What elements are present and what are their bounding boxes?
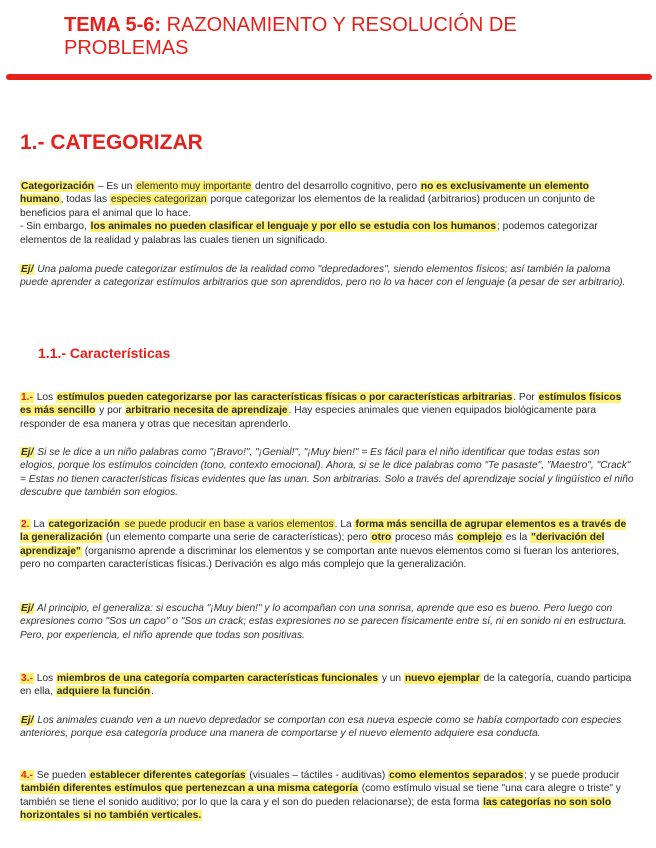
highlight: miembros de una categoría comparten características funcionales: [56, 673, 379, 684]
highlight: adquiere la función: [56, 686, 151, 698]
highlight: como elementos separados: [389, 770, 524, 781]
paragraph-point-3: [20, 672, 634, 699]
example-tag: Ej/: [21, 264, 34, 275]
text: (organismo aprende a discriminar los elementos y se comportan ante nuevos elementos como si fueran los anteriores, pero no comparten características físicas.) Derivación es algo más complejo que la generalización.: [20, 545, 620, 571]
text: . Por: [513, 392, 538, 403]
text: ; podemos categorizar elementos de la realidad y palabras las cuales tienen un significado.: [20, 221, 598, 246]
text: . La: [334, 519, 355, 530]
text: Los: [33, 392, 56, 403]
highlight: elemento muy importante: [136, 181, 252, 192]
subsection-heading: 1.1.- Características: [38, 345, 171, 361]
example-paragraph: [20, 446, 634, 500]
text: y por: [96, 405, 125, 417]
text: – Es un: [95, 181, 136, 192]
text: Al principio, el generaliza: si escucha "¡Muy bien!" y lo acompañan con una sonrisa, aprende que eso es bueno. Pero luego con expresiones como "Sos un capo" o "Sos un crack; estas expresiones no se parecen físicamente entre sí, ni en sonido ni en estructura. Pero, por experiencia, el niño aprende que todas son positivas.: [20, 603, 627, 641]
text: . Hay especies animales que vienen equipados biológicamente para responder de esa manera y otras que necesitan aprenderlo.: [20, 405, 597, 430]
text: (un elemento comparte una serie de características); pero: [103, 532, 371, 544]
text: y un: [379, 673, 404, 684]
highlight: los animales no pueden clasificar el lenguaje y por ello se estudia con los humanos: [90, 221, 497, 233]
highlight: no es exclusivamente un elemento humano: [20, 181, 589, 206]
highlight: forma más sencilla de agrupar elementos es a través de la generalización: [20, 519, 627, 544]
text: - Sin embargo,: [20, 221, 90, 233]
text: Los animales cuando ven a un nuevo depredador se comportan con esa nueva especie como se había comportado con especies anteriores, porque esa categoría produce una manera de comportarse y el nuevo elemento adquiere esa conducta.: [20, 715, 622, 740]
section-heading: 1.- CATEGORIZAR: [20, 131, 203, 154]
highlight: estímulos físicos es más sencillo: [20, 392, 622, 417]
paragraph-point-4: [20, 769, 634, 823]
text: .: [151, 686, 154, 698]
text: de la categoría, cuando participa en ella,: [20, 673, 632, 698]
example-paragraph: [20, 714, 634, 741]
text: (como estímulo visual se tiene "una cara alegre o triste" y también se tiene el sonido auditivo; por lo que la cara y el son do pueden relacionarse); de esta forma: [20, 783, 621, 808]
highlight: Categorización: [21, 181, 95, 192]
example-paragraph: [20, 263, 634, 290]
text: Si se le dice a un niño palabras como "¡Bravo!", "¡Genial!", "¡Muy bien!" = Es fácil para el niño identificar que todas estas son elogios, porque los estímulos coinciden (tono, contexto emocional). Ahora, si se le dice palabras como "Te pasaste", "Maestro", "Crack" = Estas no tienen características físicas evidentes que las unan. Son arbitrarias. Solo a través del aprendizaje social y lingüístico el niño descubre que también son elogios.: [20, 447, 634, 499]
paragraph-point-1: [20, 391, 634, 431]
highlight: también diferentes estímulos que pertenezcan a una misma categoría: [21, 783, 358, 795]
highlight: otro: [371, 532, 392, 544]
example-paragraph: [20, 602, 634, 642]
text: Una paloma puede categorizar estímulos de la realidad como "depredadores", siendo elementos físicos; así también la paloma puede aprender a categorizar estímulos arbitrarios que son aprendidos, pero no lo va hacer con el lenguaje (a pesar de ser arbitrario).: [20, 264, 626, 289]
text: ; y se puede producir: [524, 770, 620, 781]
highlight: "derivación del aprendizaje": [20, 532, 605, 557]
point-number: 4.-: [21, 770, 33, 781]
text: La: [30, 519, 48, 530]
highlight: complejo: [457, 532, 502, 544]
highlight: estímulos pueden categorizarse por las características físicas o por características arbitrarias: [56, 392, 513, 403]
title-divider: [6, 74, 652, 80]
text: porque categorizar los elementos de la realidad (arbitrarios) producen un conjunto de beneficios para el animal que lo hace.: [20, 194, 595, 219]
text: (visuales – táctiles - auditivas): [246, 770, 389, 781]
example-tag: Ej/: [21, 603, 34, 614]
example-tag: Ej/: [21, 447, 34, 458]
text: , todas las: [60, 194, 110, 206]
highlight: se puede producir en base a varios elementos: [121, 519, 334, 530]
highlight: arbitrario necesita de aprendizaje: [125, 405, 288, 417]
highlight: establecer diferentes categorías: [89, 770, 246, 781]
text: Los: [33, 673, 56, 684]
text: Se pueden: [33, 770, 89, 781]
title-text: RAZONAMIENTO Y RESOLUCIÓN DE PROBLEMAS: [64, 14, 517, 59]
text: dentro del desarrollo cognitivo, pero: [252, 181, 420, 192]
page-title: [64, 14, 634, 60]
text: es la: [502, 532, 531, 544]
point-number: 2.: [21, 519, 30, 530]
highlight: nuevo ejemplar: [404, 673, 480, 684]
highlight: las categorías no son solo horizontales si no también verticales.: [20, 796, 612, 822]
highlight: categorización: [48, 519, 120, 530]
title-prefix: TEMA 5-6:: [64, 14, 162, 36]
highlight: especies categorizan: [110, 194, 207, 206]
paragraph-categorizacion: [20, 180, 634, 247]
point-number: 3.-: [21, 673, 33, 684]
point-number: 1.-: [21, 392, 33, 403]
text: proceso más: [392, 532, 457, 544]
example-tag: Ej/: [21, 715, 34, 726]
paragraph-point-2: [20, 518, 634, 572]
